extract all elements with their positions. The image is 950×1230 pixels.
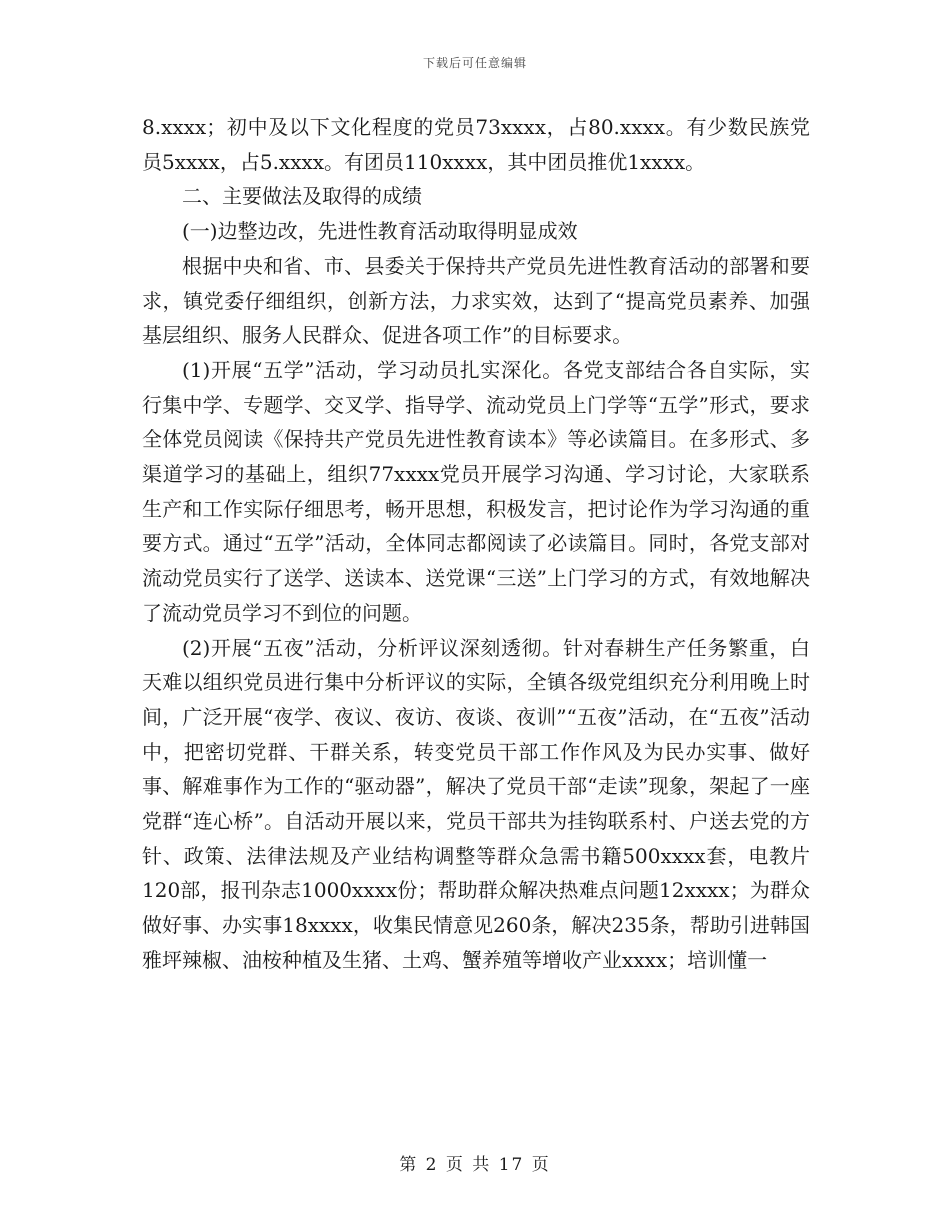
section-heading: 二、主要做法及取得的成绩 — [182, 184, 422, 209]
page-number: 第 2 页 共 17 页 — [399, 1155, 551, 1175]
paragraph-five-night: (2)开展“五夜”活动，分析评议深刻透彻。针对春耕生产任务繁重，白天难以组织党员进行集中分析评议的实际，全镇各级党组织充分利用晚上时间，广泛开展“夜学、夜议、夜访、夜谈、夜训”“五夜”活动，在“五夜”活动中，把密切党群、干群关系，转变党员干部工作作风及为民办实事、做好事、解难事作为工作的“驱动器”，解决了党员干部“走读”现象，架起了一座党群“连心桥”。自活动开展以来，党员干部共为挂钩联系村、户送去党的方针、政策、法律法规及产业结构调整等群众急需书籍500xxxx套，电教片120部，报刊杂志1000xxxx份；帮助群众解决热难点问题12xxxx；为群众做好事、办实事18xxxx，收集民情意见260条，解决235条，帮助引进韩国雅坪辣椒、油桉种植及生猪、土鸡、蟹养殖等增收产业xxxx；培训懂一 — [142, 635, 810, 972]
document-body — [142, 110, 810, 978]
paragraph-intro: 根据中央和省、市、县委关于保持共产党员先进性教育活动的部署和要求，镇党委仔细组织，创新方法，力求实效，达到了“提高党员素养、加强基层组织、服务人民群众、促进各项工作”的目标要求。 — [142, 253, 810, 348]
paragraph-five-study: (1)开展“五学”活动，学习动员扎实深化。各党支部结合各自实际，实行集中学、专题学、交叉学、指导学、流动党员上门学等“五学”形式，要求全体党员阅读《保持共产党员先进性教育读本》等必读篇目。在多形式、多渠道学习的基础上，组织77xxxx党员开展学习沟通、学习讨论，大家联系生产和工作实际仔细思考，畅开思想，积极发言，把讨论作为学习沟通的重要方式。通过“五学”活动，全体同志都阅读了必读篇目。同时，各党支部对流动党员实行了送学、送读本、送党课“三送”上门学习的方式，有效地解决了流动党员学习不到位的问题。 — [142, 357, 810, 625]
paragraph-1: 8.xxxx；初中及以下文化程度的党员73xxxx，占80.xxxx。有少数民族党员5xxxx，占5.xxxx。有团员110xxxx，其中团员推优1xxxx。 — [142, 115, 810, 174]
subsection-heading: (一)边整边改，先进性教育活动取得明显成效 — [182, 219, 578, 244]
page-header: 下载后可任意编辑 — [422, 56, 527, 70]
